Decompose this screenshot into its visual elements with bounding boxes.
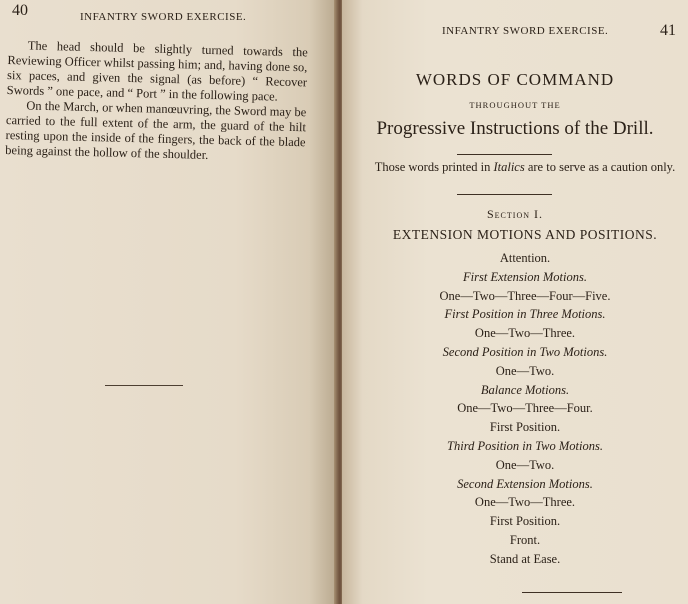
command-heading: Second Position in Two Motions. [442,344,608,359]
command-list [362,249,688,569]
caution-prefix: Those words printed in [374,160,494,174]
command-line: First Position. [489,514,561,529]
command-line: One—Two—Three. [474,326,576,341]
command-heading: First Position in Three Motions. [444,307,606,322]
command-heading: First Extension Motions. [463,269,587,284]
command-line: One—Two—Three—Four—Five. [439,288,611,303]
left-paragraph-1: The head should be slightly turned towards the Reviewing Officer whilst passing him; and, having done so, six paces, and given the signal (as before) “ Recover Swords ” one pace, and “ Port ” in the following pace. [6,38,308,104]
title-throughout: THROUGHOUT THE [469,100,561,110]
command-heading: Third Position in Two Motions. [447,438,603,453]
left-page [0,0,336,604]
left-divider-rule [105,385,183,386]
command-line: Stand at Ease. [489,551,561,566]
command-heading: Second Extension Motions. [457,476,593,491]
command-line: One—Two. [495,363,555,378]
caution-suffix: are to serve as a caution only. [524,160,676,174]
command-line: First Position. [489,420,561,435]
caution-note [372,160,678,175]
right-running-head: INFANTRY SWORD EXERCISE. [442,25,609,37]
left-page-number: 40 [12,2,28,19]
section-title: EXTENSION MOTIONS AND POSITIONS. [392,227,658,242]
left-paragraph-2: On the March, or when manœuvring, the Sword may be carried to the full extent of the arm, the guard of the hilt resting upon the inside of the fingers, the back of the blade being against the hollow of the shoulder. [5,98,307,162]
caution-italic-word: Italics [493,160,525,174]
right-page [342,0,688,604]
command-line: One—Two—Three. [474,495,576,510]
title-words-of-command: WORDS OF COMMAND [415,70,615,89]
command-line: Front. [509,532,541,547]
left-body-text [5,38,308,165]
right-page-number: 41 [660,22,676,39]
command-heading: Balance Motions. [480,382,570,397]
command-line: Attention. [499,251,551,265]
command-line: One—Two—Three—Four. [457,401,593,416]
title-progressive-instructions: Progressive Instructions of the Drill. [376,118,654,139]
title-divider-rule [457,154,552,155]
caution-divider-rule [457,194,552,195]
bottom-divider-rule [522,592,622,593]
left-running-head: INFANTRY SWORD EXERCISE. [80,11,247,23]
section-label: Section I. [487,207,543,221]
command-line: One—Two. [495,457,555,472]
